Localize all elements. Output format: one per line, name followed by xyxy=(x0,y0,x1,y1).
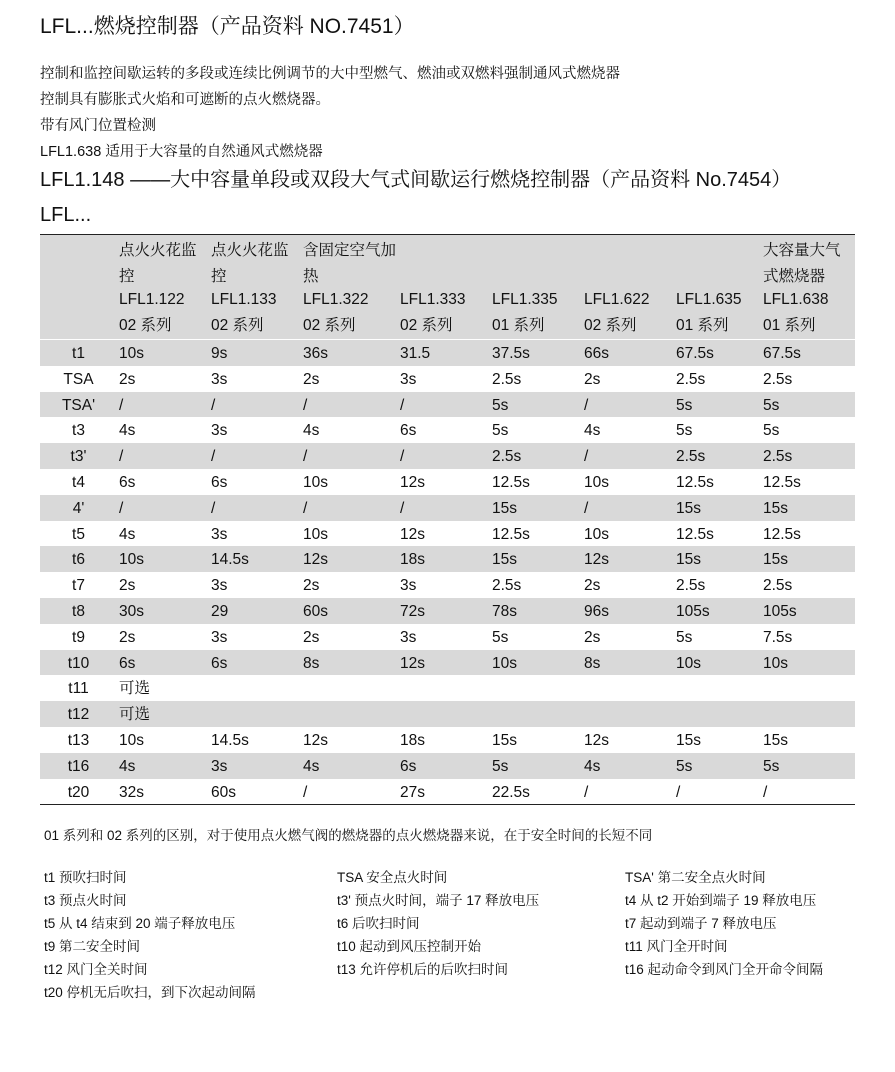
table-row xyxy=(40,546,855,572)
table-cell xyxy=(582,675,674,701)
table-cell: 6s xyxy=(211,473,228,491)
table-row xyxy=(40,624,855,650)
table-cell: 5s xyxy=(490,753,582,779)
legend xyxy=(44,866,864,1004)
row-label: TSA xyxy=(63,370,94,388)
table-row xyxy=(40,675,855,701)
table-cell: / xyxy=(117,495,209,521)
row-label: t4 xyxy=(72,473,85,491)
table-cell: / xyxy=(582,495,674,521)
legend-row xyxy=(44,889,864,912)
row-label: t8 xyxy=(40,598,117,624)
model-cell: LFL1.622 02 系列 xyxy=(582,287,674,339)
legend-item xyxy=(625,981,864,1004)
section-heading: LFL1.148 ——大中容量单段或双段大气式间歇运行燃烧控制器（产品资料 No.7454） xyxy=(40,169,792,191)
table-cell: 12s xyxy=(301,546,398,572)
table-cell: 14.5s xyxy=(209,546,301,572)
intro-paragraph xyxy=(40,61,620,165)
header-cell xyxy=(674,235,761,287)
table-cell: 10s xyxy=(119,731,144,749)
model-cell xyxy=(40,287,117,339)
table-cell: 10s xyxy=(490,650,582,676)
table-cell: 6s xyxy=(400,422,417,440)
table-cell: 2s xyxy=(584,577,601,595)
legend-item: t10 起动到风压控制开始 xyxy=(337,939,482,954)
table-cell: 7.5s xyxy=(763,628,793,646)
table-cell: 2.5s xyxy=(674,443,761,469)
legend-row xyxy=(44,981,864,1004)
table-cell: 2.5s xyxy=(761,443,855,469)
table-cell: 5s xyxy=(674,753,761,779)
table-cell: 5s xyxy=(490,392,582,418)
header-cell: 含固定空气加热 xyxy=(301,235,398,287)
table-cell: 2s xyxy=(584,628,601,646)
table-cell: 12.5s xyxy=(676,473,714,491)
table-cell: 2s xyxy=(119,577,136,595)
table-cell: / xyxy=(582,443,674,469)
intro-line: 带有风门位置检测 xyxy=(40,118,156,134)
legend-item: t9 第二安全时间 xyxy=(44,939,141,954)
table-cell: 4s xyxy=(303,422,320,440)
table-cell: 10s xyxy=(584,525,609,543)
table-cell: 5s xyxy=(492,628,509,646)
table-cell: 3s xyxy=(211,370,228,388)
row-label: t3 xyxy=(72,422,85,440)
section-heading: LFL... xyxy=(40,204,92,226)
table-cell: 96s xyxy=(582,598,674,624)
table-cell: 10s xyxy=(117,546,209,572)
table-cell: / xyxy=(763,783,768,801)
table-cell xyxy=(301,701,398,727)
legend-item xyxy=(337,981,625,1004)
header-cell: 点火火花监控 xyxy=(117,235,209,287)
table-row xyxy=(40,392,855,418)
legend-row xyxy=(44,866,864,889)
table-cell: / xyxy=(301,443,398,469)
table-cell: 5s xyxy=(761,392,855,418)
table-cell: 10s xyxy=(674,650,761,676)
table-cell xyxy=(209,675,301,701)
table-cell: 27s xyxy=(400,783,425,801)
table-cell: 22.5s xyxy=(492,783,530,801)
header-cell xyxy=(490,235,582,287)
table-cell: 67.5s xyxy=(761,340,855,366)
legend-item: t11 风门全开时间 xyxy=(625,939,728,954)
table-cell: / xyxy=(209,392,301,418)
table-cell: 18s xyxy=(398,546,490,572)
table-cell: 2.5s xyxy=(492,577,522,595)
table-cell: 105s xyxy=(674,598,761,624)
row-label: t9 xyxy=(72,628,85,646)
row-label: t1 xyxy=(40,340,117,366)
legend-item: t1 预吹扫时间 xyxy=(44,870,127,885)
timing-table xyxy=(40,234,855,805)
legend-item: TSA 安全点火时间 xyxy=(337,870,448,885)
table-cell: 15s xyxy=(492,731,517,749)
table-cell: 37.5s xyxy=(490,340,582,366)
table-cell: / xyxy=(398,392,490,418)
series-note: 01 系列和 02 系列的区别，对于使用点火燃气阀的燃烧器的点火燃烧器来说，在于安全时间的长短不同 xyxy=(44,828,653,843)
table-cell: 2s xyxy=(584,370,601,388)
table-cell: / xyxy=(582,392,674,418)
legend-item: t20 停机无后吹扫，到下次起动间隔 xyxy=(44,985,256,1000)
header-cell: 大容量大气式燃烧器 xyxy=(761,235,855,287)
table-cell: / xyxy=(398,443,490,469)
table-cell: 15s xyxy=(763,731,788,749)
row-label: 4' xyxy=(40,495,117,521)
table-cell: 5s xyxy=(674,392,761,418)
intro-line: 控制和监控间歇运转的多段或连续比例调节的大中型燃气、燃油或双燃料强制通风式燃烧器 xyxy=(40,66,620,82)
model-cell: LFL1.122 02 系列 xyxy=(117,287,209,339)
table-cell: 12s xyxy=(400,525,425,543)
table-cell: 12.5s xyxy=(492,473,530,491)
table-cell: 12.5s xyxy=(492,525,530,543)
table-cell: 18s xyxy=(400,731,425,749)
table-cell: 2.5s xyxy=(763,370,793,388)
table-cell: 15s xyxy=(761,495,855,521)
table-cell: 4s xyxy=(119,422,136,440)
table-cell xyxy=(209,701,301,727)
table-cell: 36s xyxy=(301,340,398,366)
table-cell: 30s xyxy=(117,598,209,624)
table-cell: 6s xyxy=(209,650,301,676)
table-cell: 60s xyxy=(301,598,398,624)
table-cell: 10s xyxy=(303,525,328,543)
table-cell: / xyxy=(117,392,209,418)
table-cell xyxy=(674,675,761,701)
table-row xyxy=(40,598,855,624)
table-cell: / xyxy=(398,495,490,521)
table-cell: / xyxy=(303,783,308,801)
table-cell xyxy=(301,675,398,701)
table-cell: 2.5s xyxy=(676,370,706,388)
legend-row xyxy=(44,958,864,981)
table-cell: 66s xyxy=(582,340,674,366)
table-cell: 3s xyxy=(400,628,417,646)
table-cell: 10s xyxy=(761,650,855,676)
table-row xyxy=(40,469,855,495)
table-cell: 2s xyxy=(303,628,320,646)
model-cell: LFL1.333 02 系列 xyxy=(398,287,490,339)
table-cell: / xyxy=(584,783,589,801)
table-cell: / xyxy=(209,443,301,469)
legend-item: t13 允许停机后的后吹扫时间 xyxy=(337,962,509,977)
header-cell xyxy=(582,235,674,287)
table-cell: 12.5s xyxy=(763,525,801,543)
table-cell: / xyxy=(301,392,398,418)
table-body xyxy=(40,340,855,804)
header-cell xyxy=(398,235,490,287)
table-cell: 10s xyxy=(117,340,209,366)
table-cell: 4s xyxy=(582,753,674,779)
table-cell xyxy=(674,701,761,727)
table-cell: 4s xyxy=(301,753,398,779)
table-cell xyxy=(582,701,674,727)
table-cell: 12s xyxy=(303,731,328,749)
table-cell: 12s xyxy=(400,473,425,491)
table-cell: 4s xyxy=(119,525,136,543)
table-cell: 3s xyxy=(209,753,301,779)
table-cell xyxy=(490,675,582,701)
table-cell: 67.5s xyxy=(674,340,761,366)
table-cell: 12s xyxy=(582,546,674,572)
table-cell: 3s xyxy=(211,628,228,646)
row-label: TSA' xyxy=(40,392,117,418)
row-label: t16 xyxy=(40,753,117,779)
row-label: t3' xyxy=(40,443,117,469)
model-cell: LFL1.635 01 系列 xyxy=(674,287,761,339)
table-cell: 6s xyxy=(398,753,490,779)
table-cell xyxy=(398,701,490,727)
table-cell xyxy=(490,701,582,727)
table-cell: 12s xyxy=(584,731,609,749)
table-cell: 2.5s xyxy=(490,443,582,469)
table-row xyxy=(40,753,855,779)
intro-line: LFL1.638 适用于大容量的自然通风式燃烧器 xyxy=(40,144,323,160)
model-cell: LFL1.322 02 系列 xyxy=(301,287,398,339)
legend-row xyxy=(44,935,864,958)
table-cell: 14.5s xyxy=(211,731,249,749)
table-row xyxy=(40,340,855,366)
table-row xyxy=(40,727,855,753)
table-cell: / xyxy=(676,783,681,801)
table-cell: 15s xyxy=(674,495,761,521)
table-cell: 5s xyxy=(676,628,693,646)
table-row xyxy=(40,701,855,727)
table-cell: 15s xyxy=(761,546,855,572)
row-label: t12 xyxy=(40,701,117,727)
table-cell: 4s xyxy=(117,753,209,779)
legend-item: t3 预点火时间 xyxy=(44,893,127,908)
table-row xyxy=(40,779,855,805)
legend-item: t16 起动命令到风门全开命令间隔 xyxy=(625,962,824,977)
table-row xyxy=(40,366,855,392)
table-cell: 12.5s xyxy=(763,473,801,491)
legend-row xyxy=(44,912,864,935)
legend-item: t4 从 t2 开始到端子 19 释放电压 xyxy=(625,893,817,908)
table-cell: 可选 xyxy=(117,701,209,727)
table-cell: 3s xyxy=(400,577,417,595)
row-label: t5 xyxy=(72,525,85,543)
table-cell: 2.5s xyxy=(676,577,706,595)
table-cell: 72s xyxy=(398,598,490,624)
table-cell: 5s xyxy=(761,753,855,779)
header-cell: 点火火花监控 xyxy=(209,235,301,287)
table-cell: 10s xyxy=(303,473,328,491)
table-cell: 5s xyxy=(763,422,780,440)
table-cell: 2s xyxy=(119,628,136,646)
table-cell: 3s xyxy=(211,577,228,595)
legend-item: t3' 预点火时间，端子 17 释放电压 xyxy=(337,893,540,908)
table-cell: 105s xyxy=(761,598,855,624)
table-cell: 3s xyxy=(211,422,228,440)
table-header-row xyxy=(40,235,855,287)
row-label: t13 xyxy=(67,731,90,749)
table-cell: 2.5s xyxy=(492,370,522,388)
table-row xyxy=(40,572,855,598)
table-cell xyxy=(761,675,855,701)
header-cell xyxy=(40,235,117,287)
table-cell xyxy=(761,701,855,727)
table-row xyxy=(40,417,855,443)
legend-item: t6 后吹扫时间 xyxy=(337,916,420,931)
table-cell: 15s xyxy=(490,546,582,572)
table-row xyxy=(40,443,855,469)
table-cell: / xyxy=(117,443,209,469)
page-title: LFL...燃烧控制器（产品资料 NO.7451） xyxy=(40,15,415,38)
row-label: t7 xyxy=(72,577,85,595)
table-cell: 15s xyxy=(676,731,701,749)
table-cell: 6s xyxy=(119,473,136,491)
table-model-row xyxy=(40,287,855,340)
table-cell: 15s xyxy=(674,546,761,572)
table-cell: 可选 xyxy=(119,680,151,698)
table-row xyxy=(40,495,855,521)
table-cell: 15s xyxy=(490,495,582,521)
table-cell: 2s xyxy=(119,370,136,388)
row-label: t10 xyxy=(40,650,117,676)
table-cell: 6s xyxy=(117,650,209,676)
table-cell: 4s xyxy=(584,422,601,440)
table-cell: 8s xyxy=(301,650,398,676)
table-cell: 31.5 xyxy=(398,340,490,366)
table-cell: 2s xyxy=(303,577,320,595)
table-cell: 32s xyxy=(119,783,144,801)
table-cell: 9s xyxy=(209,340,301,366)
table-cell: 8s xyxy=(582,650,674,676)
legend-item: t5 从 t4 结束到 20 端子释放电压 xyxy=(44,916,236,931)
table-cell: 5s xyxy=(492,422,509,440)
table-cell: 60s xyxy=(211,783,236,801)
model-cell: LFL1.335 01 系列 xyxy=(490,287,582,339)
model-cell: LFL1.133 02 系列 xyxy=(209,287,301,339)
table-cell: / xyxy=(209,495,301,521)
table-cell: 2s xyxy=(303,370,320,388)
legend-item: t12 风门全关时间 xyxy=(44,962,148,977)
table-cell xyxy=(398,675,490,701)
model-cell: LFL1.638 01 系列 xyxy=(761,287,855,339)
table-cell: 2.5s xyxy=(763,577,793,595)
table-cell: 5s xyxy=(676,422,693,440)
table-cell: 3s xyxy=(211,525,228,543)
table-cell: 10s xyxy=(584,473,609,491)
table-cell: 78s xyxy=(490,598,582,624)
row-label: t20 xyxy=(67,783,90,801)
table-cell: 3s xyxy=(400,370,417,388)
table-cell: / xyxy=(301,495,398,521)
intro-line: 控制具有膨胀式火焰和可遮断的点火燃烧器。 xyxy=(40,92,330,108)
legend-item: t7 起动到端子 7 释放电压 xyxy=(625,916,777,931)
table-row xyxy=(40,650,855,676)
table-cell: 29 xyxy=(209,598,301,624)
table-cell: 12.5s xyxy=(676,525,714,543)
table-row xyxy=(40,521,855,547)
row-label: t11 xyxy=(68,680,89,698)
row-label: t6 xyxy=(40,546,117,572)
legend-item: TSA' 第二安全点火时间 xyxy=(625,870,766,885)
table-cell: 12s xyxy=(398,650,490,676)
